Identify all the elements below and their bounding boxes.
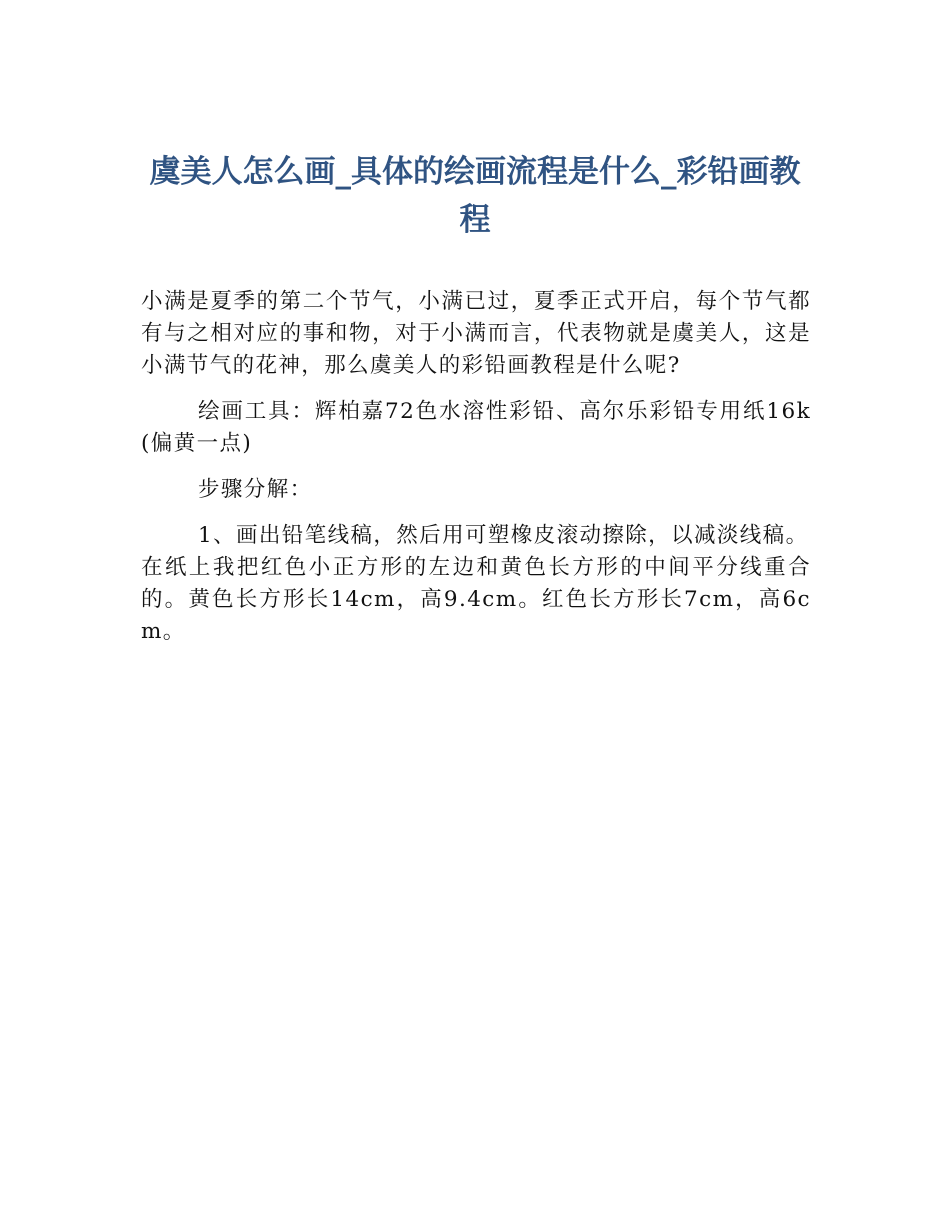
step-1-paragraph: 1、画出铅笔线稿，然后用可塑橡皮滚动擦除，以减淡线稿。 — [198, 523, 809, 548]
document-title: 虞美人怎么画_具体的绘画流程是什么_彩铅画教程 — [149, 154, 801, 238]
document-body — [141, 286, 811, 648]
intro-paragraph: 小满是夏季的第二个节气，小满已过，夏季正式开启，每个节气都有与之相对应的事和物，对于小满而言，代表物就是虞美人，这是小满节气的花神，那么虞美人的彩铅画教程是什么呢? — [141, 289, 811, 378]
steps-heading: 步骤分解： — [198, 477, 313, 502]
tools-paragraph: 绘画工具：辉柏嘉72色水溶性彩铅、高尔乐彩铅专用纸16k(偏黄一点) — [141, 399, 811, 456]
step-1-detail-paragraph: 在纸上我把红色小正方形的左边和黄色长方形的中间平分线重合的。黄色长方形长14cm，高9.4cm。红色长方形长7cm，高6cm。 — [141, 555, 811, 644]
